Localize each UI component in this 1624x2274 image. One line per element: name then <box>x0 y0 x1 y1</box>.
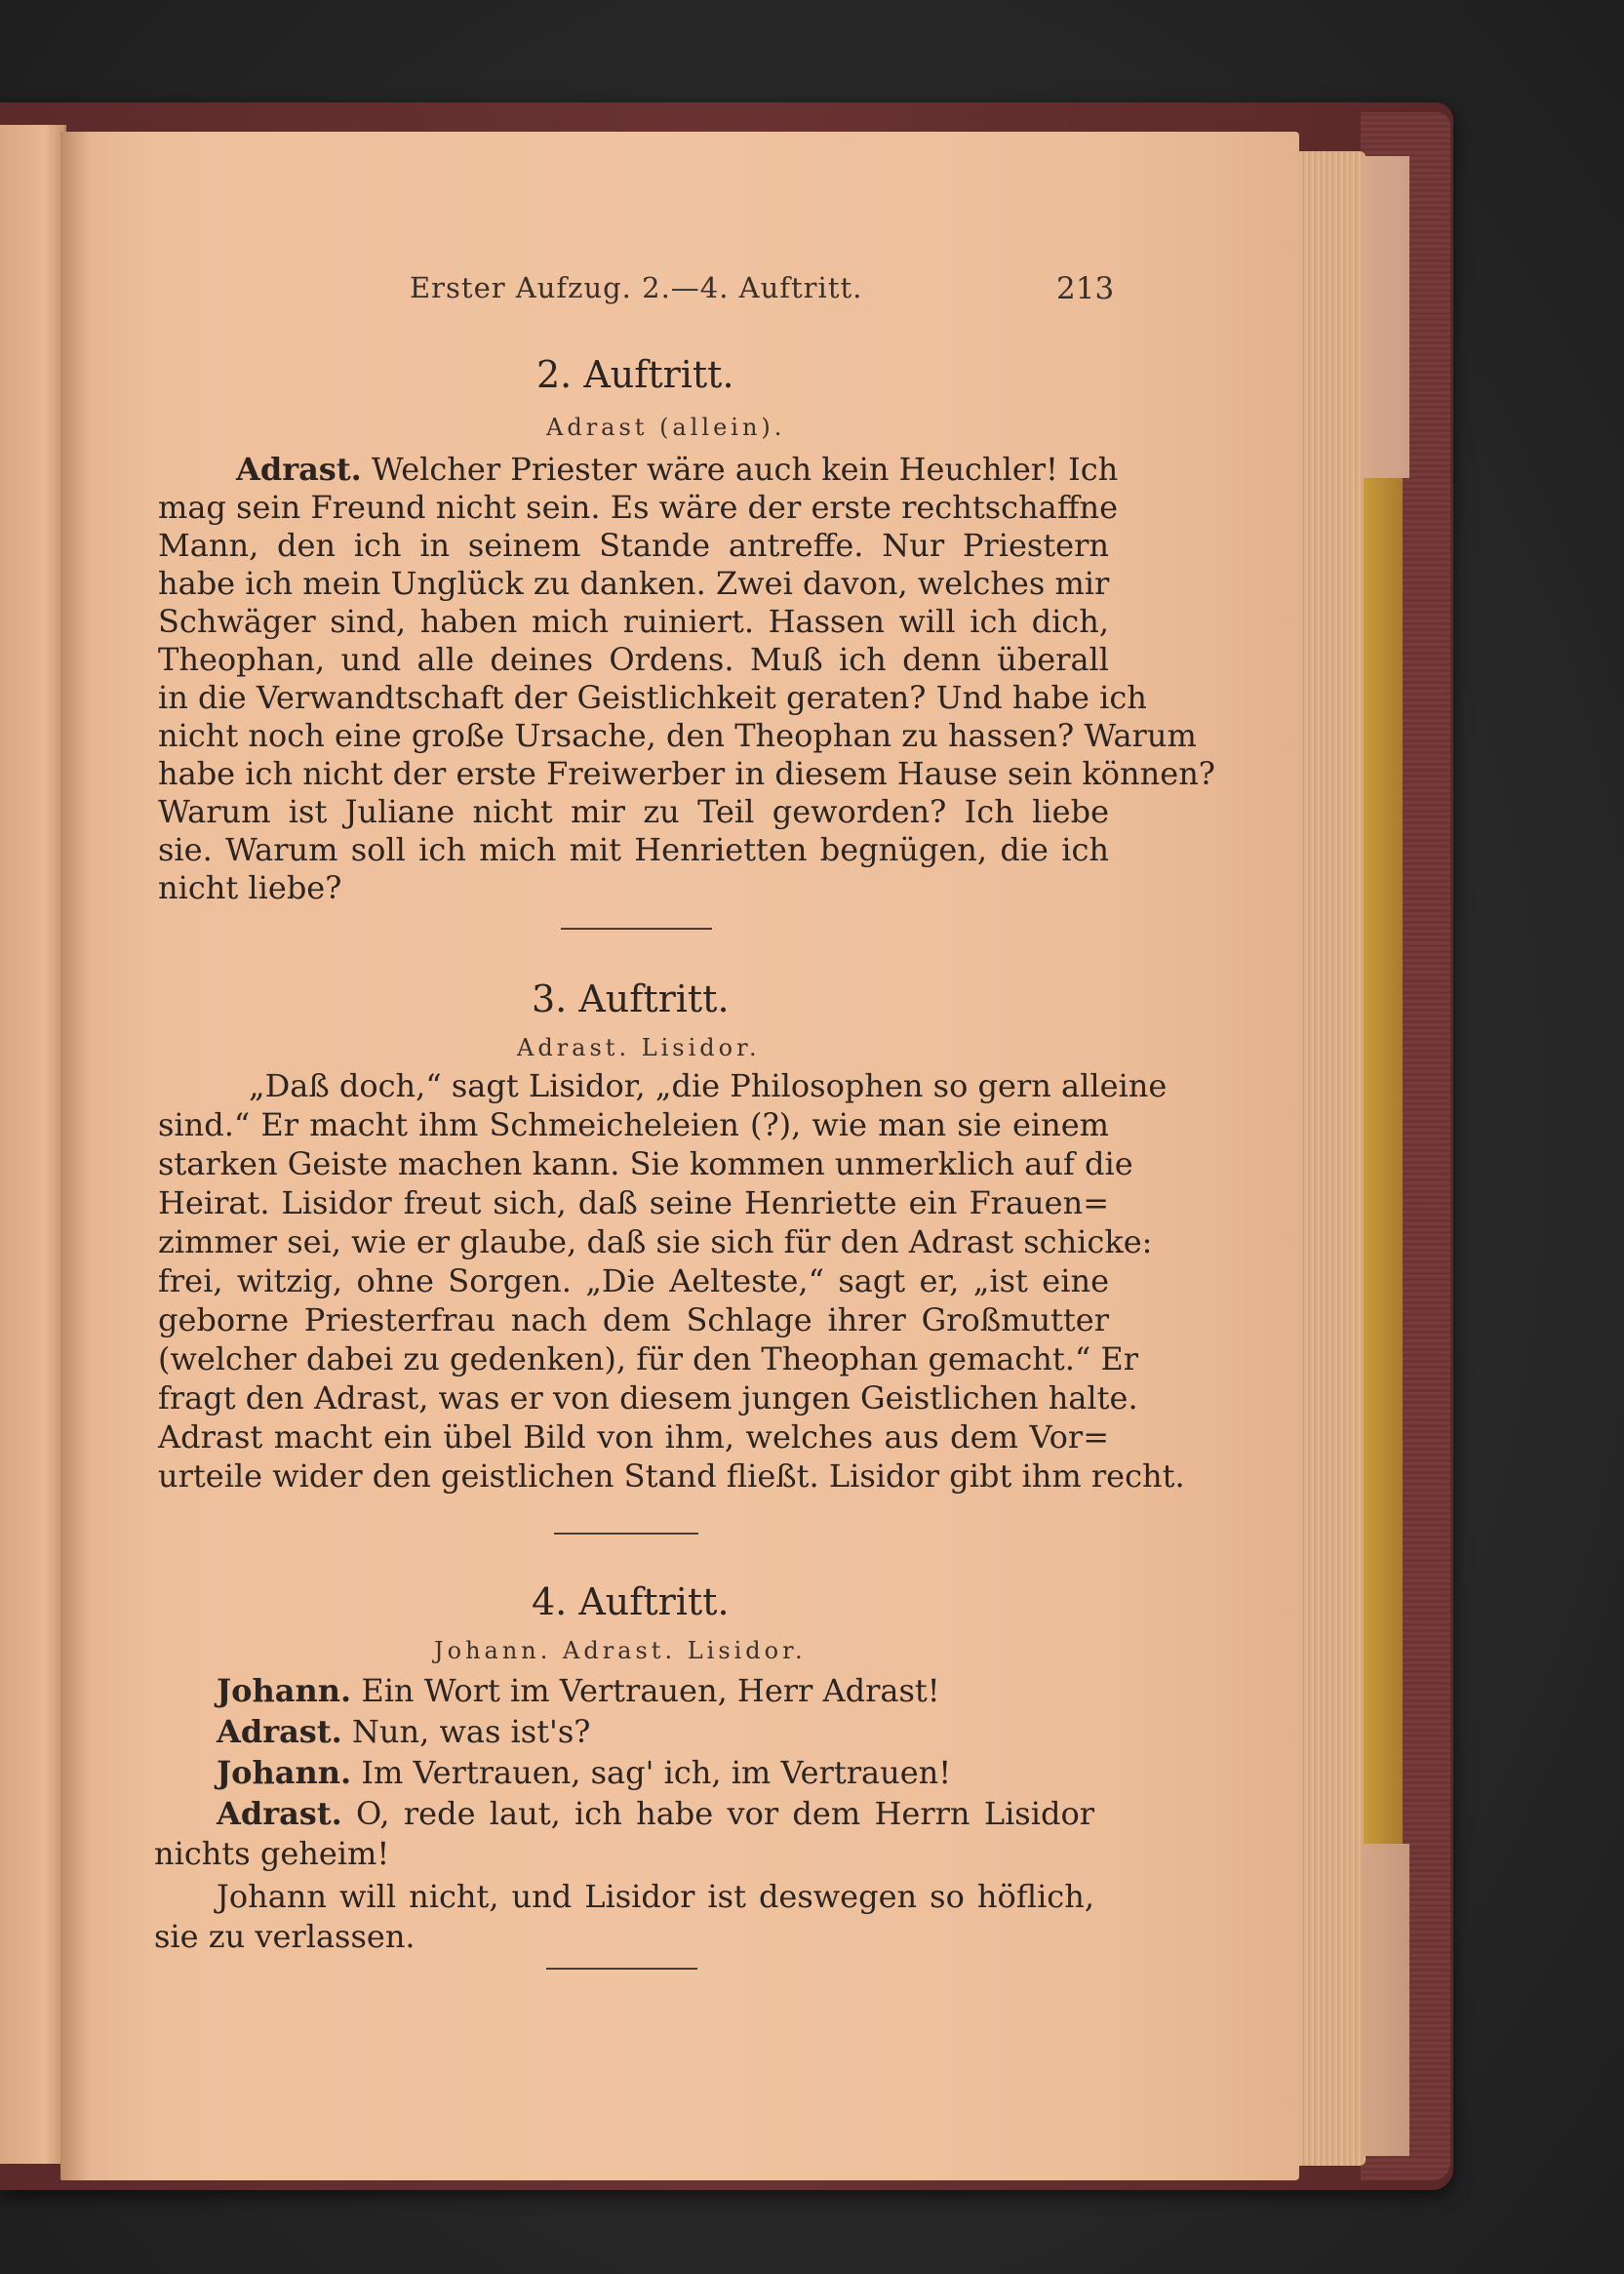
dialogue-line-1 <box>217 1672 940 1709</box>
scene2-line-1 <box>236 451 1119 488</box>
running-head: Erster Aufzug. 2.—4. Auftritt. <box>410 271 863 304</box>
dialogue-line-2 <box>217 1713 590 1750</box>
section-divider <box>554 1533 698 1535</box>
speaker-name: Johann. <box>217 1754 352 1791</box>
speaker-name: Adrast. <box>217 1795 342 1832</box>
dialogue-text: O, rede laut, ich habe vor dem Herrn Lisidor <box>356 1795 1095 1832</box>
scene2-line-5: Schwäger sind, haben mich ruiniert. Hassen will ich dich, <box>158 603 1109 640</box>
scene3-line-5: zimmer sei, wie er glaube, daß sie sich für den Adrast schicke: <box>158 1223 1153 1260</box>
section-divider <box>561 928 712 930</box>
scene3-line-11: urteile wider den geistlichen Stand fließt. Lisidor gibt ihm recht. <box>158 1457 1185 1495</box>
dialogue-line-4 <box>217 1795 1094 1832</box>
section-divider <box>546 1968 697 1970</box>
left-page-sliver <box>0 125 66 2164</box>
dialogue-line-3 <box>217 1754 951 1791</box>
scene3-line-9: fragt den Adrast, was er von diesem jungen Geistlichen halte. <box>158 1379 1138 1416</box>
scene4-closing-line-1: Johann will nicht, und Lisidor ist deswegen so höflich, <box>217 1878 1094 1915</box>
scene2-line-6: Theophan, und alle deines Ordens. Muß ich denn überall <box>158 641 1109 678</box>
dialogue-continuation: nichts geheim! <box>154 1835 390 1872</box>
scene2-speaker: Adrast. <box>236 451 362 488</box>
scene2-title: 2. Auftritt. <box>536 353 734 396</box>
page-stack-edge-top <box>1361 156 1409 478</box>
scene3-cast: Adrast. Lisidor. <box>517 1034 761 1061</box>
scene2-line-11: sie. Warum soll ich mich mit Henrietten begnügen, die ich <box>158 831 1109 868</box>
scene4-title: 4. Auftritt. <box>532 1580 730 1623</box>
scene3-line-1: „Daß doch,“ sagt Lisidor, „die Philosophen so gern alleine <box>249 1067 1168 1104</box>
page-number: 213 <box>1056 271 1115 306</box>
scene2-line-3: Mann, den ich in seinem Stande antreffe. Nur Priestern <box>158 527 1109 564</box>
scene2-line-12: nicht liebe? <box>158 869 342 906</box>
scene3-line-7: geborne Priesterfrau nach dem Schlage ihrer Großmutter <box>158 1301 1109 1338</box>
dialogue-text: Im Vertrauen, sag' ich, im Vertrauen! <box>361 1754 952 1791</box>
speaker-name: Johann. <box>217 1672 352 1709</box>
page-stack-edge-bottom <box>1361 1844 1409 2156</box>
scene2-line-7: in die Verwandtschaft der Geistlichkeit geraten? Und habe ich <box>158 679 1147 716</box>
scene2-line-8: nicht noch eine große Ursache, den Theophan zu hassen? Warum <box>158 717 1197 754</box>
scene2-line-10: Warum ist Juliane nicht mir zu Teil geworden? Ich liebe <box>158 793 1109 830</box>
scene2-cast: Adrast (allein). <box>546 414 786 441</box>
scene4-cast: Johann. Adrast. Lisidor. <box>434 1637 807 1664</box>
page-stack-edge-middle <box>1364 478 1403 1844</box>
scene3-line-6: frei, witzig, ohne Sorgen. „Die Aelteste,“ sagt er, „ist eine <box>158 1262 1109 1299</box>
gutter-shadow <box>60 132 90 2180</box>
scene3-title: 3. Auftritt. <box>532 977 730 1020</box>
scene2-line-9: habe ich nicht der erste Freiwerber in diesem Hause sein können? <box>158 755 1215 792</box>
scene2-line-1-text: Welcher Priester wäre auch kein Heuchler! Ich <box>371 451 1119 488</box>
dialogue-text: Ein Wort im Vertrauen, Herr Adrast! <box>361 1672 940 1709</box>
dialogue-text: Nun, was ist's? <box>351 1713 591 1750</box>
scene4-closing-line-2: sie zu verlassen. <box>154 1918 416 1955</box>
scene2-line-4: habe ich mein Unglück zu danken. Zwei davon, welches mir <box>158 565 1110 602</box>
scene3-line-8: (welcher dabei zu gedenken), für den Theophan gemacht.“ Er <box>158 1340 1139 1377</box>
scene3-line-2: sind.“ Er macht ihm Schmeicheleien (?), wie man sie einem <box>158 1106 1109 1143</box>
scene3-line-3: starken Geiste machen kann. Sie kommen unmerklich auf die <box>158 1145 1133 1182</box>
scene3-line-10: Adrast macht ein übel Bild von ihm, welches aus dem Vor= <box>158 1418 1109 1456</box>
scene2-line-2: mag sein Freund nicht sein. Es wäre der erste rechtschaffne <box>158 489 1118 526</box>
speaker-name: Adrast. <box>217 1713 342 1750</box>
scene3-line-4: Heirat. Lisidor freut sich, daß seine Henriette ein Frauen= <box>158 1184 1109 1221</box>
